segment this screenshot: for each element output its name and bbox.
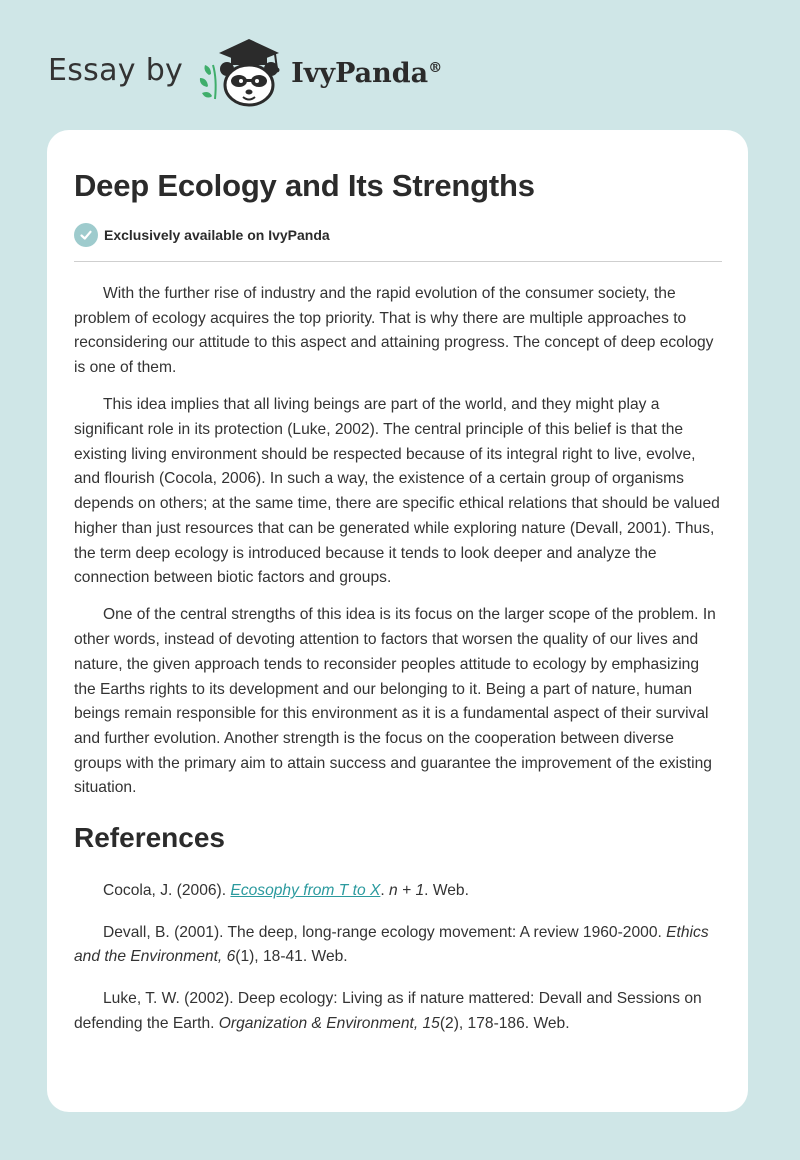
- brand-name-text: IvyPanda: [291, 57, 429, 89]
- reference-text: (1), 18-41. Web.: [235, 948, 348, 966]
- reference-journal: n + 1: [389, 882, 425, 900]
- registered-mark: ®: [428, 59, 443, 76]
- reference-journal: Ethics and the Environment, 6: [74, 923, 709, 966]
- reference-text: (2), 178-186. Web.: [439, 1014, 570, 1032]
- checkmark-icon: [74, 223, 98, 247]
- exclusive-badge: [74, 223, 722, 247]
- brand-name: [291, 58, 442, 89]
- page-title: Deep Ecology and Its Strengths: [74, 168, 535, 203]
- essay-body: [74, 282, 722, 801]
- reference-link[interactable]: Ecosophy from T to X: [230, 882, 381, 900]
- reference-text: . Web.: [424, 882, 469, 900]
- ivypanda-logo[interactable]: [197, 35, 442, 107]
- reference-text: Cocola, J. (2006).: [103, 882, 231, 900]
- reference-item: [74, 879, 722, 904]
- panda-logo-icon: [197, 35, 289, 107]
- paragraph: One of the central strengths of this idea is its focus on the larger scope of the problem. In other words, instead of devoting attention to factors that worsen the quality of our lives and nature, the given approach tends to reconsider peoples attitude to ecology by emphasizing the Earths rights to its development and our belonging to it. Being a part of nature, human beings remain responsible for this environment as it is a fundamental aspect of their survival and further evolution. Another strength is the focus on the cooperation between diverse groups with the primary aim to attain success and guarantee the improvement of the existing situation.: [74, 606, 716, 797]
- reference-text: .: [380, 882, 390, 900]
- paragraph: With the further rise of industry and the rapid evolution of the consumer society, the problem of ecology acquires the top priority. That is why there are multiple approaches to reconsidering our attitude to this aspect and attaining progress. The concept of deep ecology is one of them.: [74, 285, 714, 377]
- reference-text: Devall, B. (2001). The deep, long-range ecology movement: A review 1960-2000.: [103, 923, 667, 941]
- brand-prefix: Essay by: [48, 52, 184, 88]
- reference-journal: Organization & Environment, 15: [218, 1014, 440, 1032]
- divider: [74, 261, 722, 262]
- reference-item: [74, 921, 722, 970]
- paragraph: This idea implies that all living beings are part of the world, and they might play a significant role in its protection (Luke, 2002). The central principle of this belief is that the existing living environment should be respected because of its integral right to live, evolve, and flourish (Cocola, 2006). In such a way, the existence of a certain group of organisms depends on others; at the same time, there are specific ethical relations that should be valued higher than just resources that can be generated while exploring nature (Devall, 2001). Thus, the term deep ecology is introduced because it tends to look deeper and analyze the connection between biotic factors and groups.: [74, 396, 720, 587]
- site-header: [48, 36, 442, 106]
- references-list: [74, 879, 722, 1037]
- reference-item: [74, 987, 722, 1036]
- exclusive-badge-text: Exclusively available on IvyPanda: [104, 227, 330, 243]
- essay-card: [47, 130, 748, 1112]
- references-heading: References: [74, 822, 225, 854]
- reference-text: Luke, T. W. (2002). Deep ecology: Living as if nature mattered: Devall and Sessions on defending the Earth.: [74, 990, 702, 1032]
